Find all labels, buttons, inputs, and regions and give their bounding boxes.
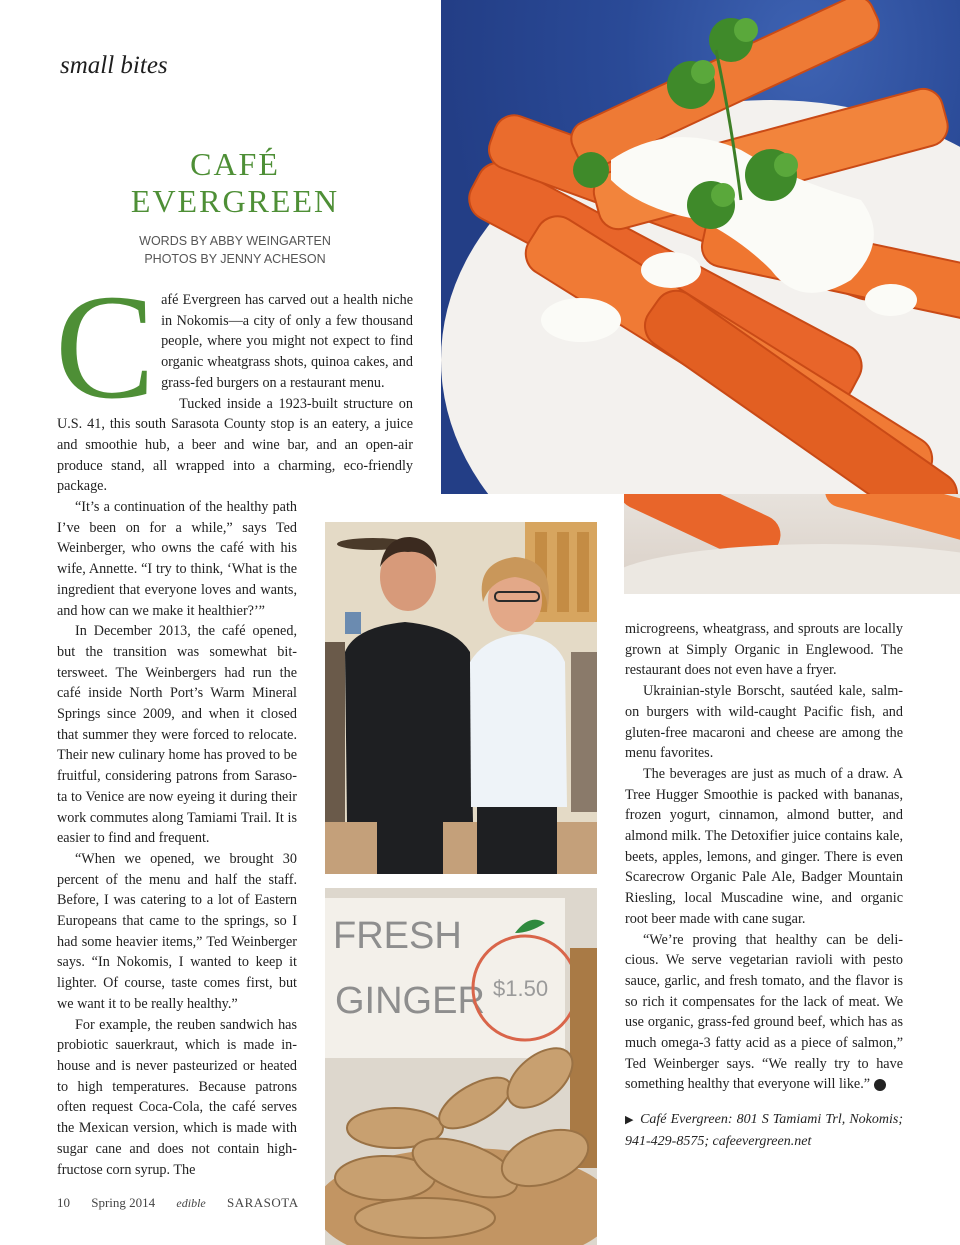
cafe-info-text: Café Evergreen: 801 S Tamiami Trl, Nokomis; 941-429-8575; cafeevergreen.net (625, 1112, 903, 1150)
article-title (100, 146, 370, 220)
drop-cap: C (55, 264, 156, 430)
cafe-info (625, 1109, 903, 1152)
paragraph: For example, the reuben sandwich has probiotic sauerkraut, which is made in-house and is never pasteurized or heated to high temperatures. Because patrons often request Coca-Cola, the café serves the Mexican version, which is made with sugar cane and does not contain high-fructose corn syrup. The (57, 1016, 297, 1178)
magazine-brand (176, 1195, 316, 1210)
paragraph: In December 2013, the café opened, but the transition was somewhat bit-tersweet. The Weinbergers had run the café inside North Port’s Warm Mineral Springs since 2009, and when it closed that summer they were forced to relocate. Their new culinary home has proved to be fruitful, considering patrons from Saraso-ta to Venice are now eyeing it during their work commutes along Tamiami Trail. It is easier to find and frequent. (57, 623, 297, 847)
sweet-potato-fries-photo-lower (624, 494, 960, 594)
paragraph (625, 930, 903, 1096)
sign-text-price: $1.50 (493, 976, 549, 1001)
article-intro (55, 264, 413, 497)
brand-sarasota: SARASOTA (227, 1195, 299, 1210)
sign-text-fresh: FRESH (333, 915, 462, 957)
end-mark-icon: e (874, 1079, 886, 1091)
paragraph: microgreens, wheatgrass, and sprouts are locally grown at Simply Organic in Englewood. The restaurant does not even have a fryer. (625, 621, 903, 679)
paragraph: “It’s a continuation of the healthy path I’ve been on for a while,” says Ted Weinberger, who owns the café with his wife, Annette. “I try to think, ‘What is the ingredient that everyone loves and wants, and how can we make it healthier?’” (57, 499, 297, 619)
sweet-potato-fries-photo (441, 0, 960, 494)
page-number: 10 (57, 1195, 70, 1210)
paragraph: The beverages are just as much of a draw. A Tree Hugger Smoothie is packed with bananas, frozen yogurt, cinnamon, almond butter, and almond milk. The Detoxifier juice contains kale, beets, apples, lemons, and ginger. There is even Scarecrow Organic Pale Ale, Badger Mountain Riesling, local Muscadine wine, and organic root beer made with cane sugar. (625, 765, 903, 927)
section-label: small bites (60, 52, 168, 79)
paragraph: Ukrainian-style Borscht, sautéed kale, salm-on burgers with wild-caught Pacific fish, and gluten-free macaroni and cheese are among the menu favorites. (625, 683, 903, 762)
issue-date: Spring 2014 (91, 1195, 156, 1210)
paragraph: afé Evergreen has carved out a health niche in Nokomis—a city of only a few thousand people, where you might not expect to find organic wheatgrass shots, quinoa cakes, and grass-fed burgers on a restaurant menu. (161, 292, 413, 391)
owners-photo (325, 522, 597, 874)
brand-edible: edible (176, 1196, 206, 1210)
page-footer (57, 1195, 335, 1211)
article-column-right (625, 619, 903, 1152)
paragraph: Tucked inside a 1923-built structure on U.S. 41, this south Sarasota County stop is an eatery, a juice and smoothie hub, a beer and wine bar, and an open-air produce stand, all wrapped into a charming, eco-friendly package. (57, 395, 413, 495)
title-line-2: EVERGREEN (130, 183, 340, 219)
fresh-ginger-photo (325, 888, 597, 1245)
article-column-left (57, 497, 297, 1180)
title-line-1: CAFÉ (190, 146, 280, 182)
sign-text-ginger: GINGER (335, 980, 485, 1022)
paragraph-text: “We’re proving that healthy can be deli-cious. We serve vegetarian ravioli with pesto sauce, garlic, and fresh tomato, and the flavor is so rich it compensates for the lack of meat. We use organic, grass-fed ground beef, which has as much omega-3 fatty acid as a piece of salmon,” Ted Weinberger says. “We really try to have something healthy that everyone will like.” (625, 931, 903, 1093)
byline (100, 232, 370, 268)
credit-words: WORDS BY ABBY WEINGARTEN (139, 234, 331, 248)
triangle-bullet-icon: ▶ (625, 1114, 635, 1127)
paragraph: “When we opened, we brought 30 percent of the menu and half the staff. Before, I was catering to a lot of Eastern Europeans that came to the springs, so I had some heavier items,” Ted Weinberger says. “In Nokomis, I wanted to keep it lighter. Of course, taste comes first, but we want it to be really healthy.” (57, 850, 297, 1012)
credit-photos: PHOTOS BY JENNY ACHESON (144, 252, 326, 266)
